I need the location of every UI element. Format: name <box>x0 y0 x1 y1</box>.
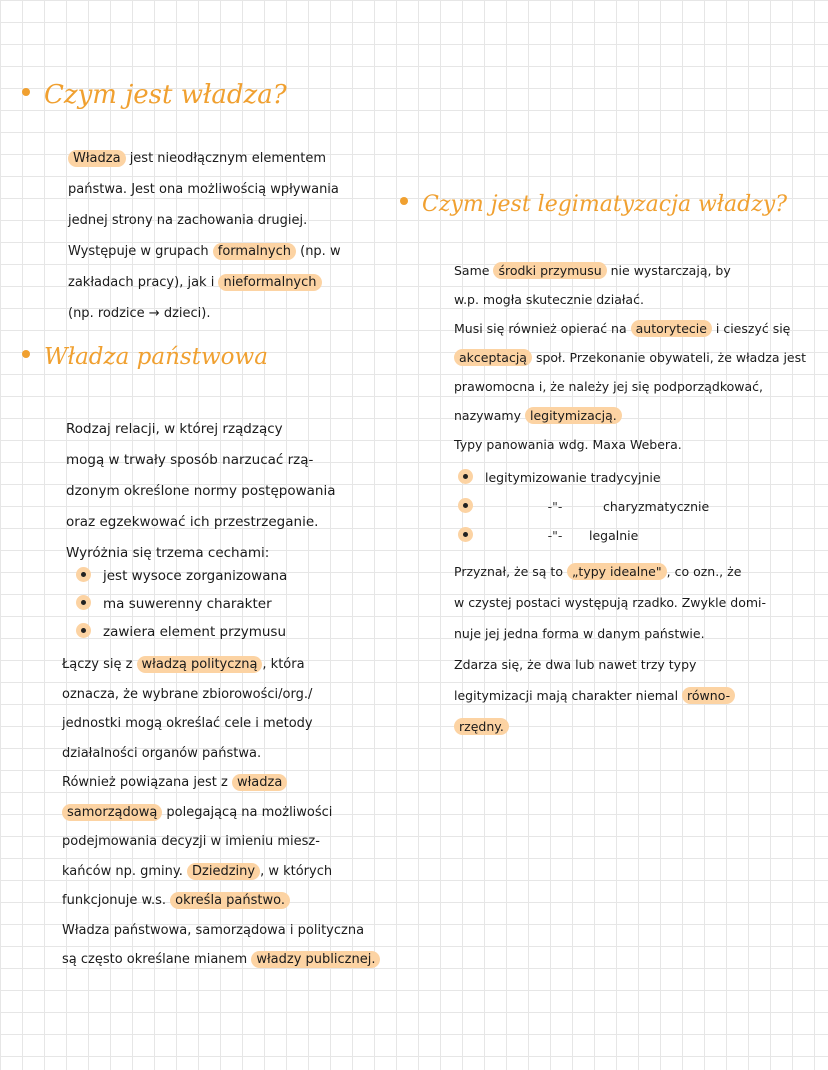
text: oraz egzekwować ich przestrzeganie. <box>66 514 319 530</box>
highlighted-term: władzy publicznej. <box>251 951 380 968</box>
type-text: charyzmatycznie <box>603 499 710 514</box>
section2-features <box>76 562 287 646</box>
section2-line <box>62 798 380 828</box>
text: polegającą na możliwości <box>162 804 333 820</box>
ditto-mark: -"- <box>547 499 563 514</box>
text: , co ozn., że <box>666 564 742 579</box>
text: nuje jej jedna forma w danym państwie. <box>454 626 705 641</box>
section3-line <box>454 343 806 372</box>
section3-line <box>454 587 766 618</box>
section2-line <box>62 857 380 887</box>
section2-line <box>62 945 380 975</box>
section2-text-bottom <box>62 650 380 975</box>
text: (np. rodzice → dzieci). <box>68 306 211 321</box>
dot-bullet-icon <box>76 623 91 638</box>
type-text: legalnie <box>589 528 639 543</box>
text: Przyznał, że są to <box>454 564 567 579</box>
text: i cieszyć się <box>711 321 791 336</box>
text: państwa. Jest ona możliwością wpływania <box>68 182 339 197</box>
heading-text: Władza państwowa <box>44 344 268 370</box>
highlighted-term: rzędny. <box>454 718 509 735</box>
highlighted-term: władzą polityczną <box>137 656 263 673</box>
text: podejmowania decyzji w imieniu miesz- <box>62 834 320 849</box>
section2-line <box>62 680 380 710</box>
heading-legitymizacja <box>400 192 787 217</box>
section2-line <box>62 886 380 916</box>
text: Łączy się z <box>62 657 137 672</box>
section3-line <box>454 649 766 680</box>
heading-wladza-panstwowa <box>22 344 268 370</box>
text: jest nieodłącznym elementem <box>125 151 326 166</box>
type-item <box>458 521 709 550</box>
text: działalności organów państwa. <box>62 745 262 761</box>
section2-line <box>62 709 380 739</box>
text: nie wystarczają, by <box>606 263 731 278</box>
text: , która <box>262 657 305 672</box>
orange-bullet-icon <box>22 88 30 96</box>
highlighted-term: legitymizacją. <box>525 407 622 424</box>
section3-line <box>454 256 806 285</box>
text: nazywamy <box>454 408 525 423</box>
highlighted-term: Władza <box>68 150 126 167</box>
highlighted-term: akceptacją <box>454 349 532 366</box>
text: , w których <box>260 863 333 879</box>
feature-text: zawiera element przymusu <box>103 624 287 640</box>
text: mogą w trwały sposób narzucać rzą- <box>66 452 314 468</box>
text: Rodzaj relacji, w której rządzący <box>66 421 283 437</box>
text: zakładach pracy), jak i <box>68 275 219 290</box>
type-text: legitymizowanie tradycyjnie <box>485 470 661 485</box>
text: Zdarza się, że dwa lub nawet trzy typy <box>454 657 697 672</box>
section3-line <box>454 556 766 587</box>
dot-bullet-icon <box>458 527 473 542</box>
text: prawomocna i, że należy jej się podporządkować, <box>454 379 764 394</box>
section2-line <box>66 445 335 476</box>
text: oznacza, że wybrane zbiorowości/org./ <box>62 686 313 702</box>
section3-types <box>458 463 709 550</box>
type-item <box>458 492 709 521</box>
highlighted-term: władza <box>232 774 287 791</box>
highlighted-term: środki przymusu <box>493 262 606 279</box>
dot-bullet-icon <box>458 498 473 513</box>
text: Również powiązana jest z <box>62 775 232 790</box>
section3-text-bottom <box>454 556 766 742</box>
section3-line <box>454 680 766 711</box>
dot-bullet-icon <box>458 469 473 484</box>
section1-line <box>68 236 341 267</box>
text: w czystej postaci występują rzadko. Zwykle domi- <box>454 595 767 610</box>
section1-text <box>68 143 341 329</box>
heading-text: Czym jest władza? <box>44 80 287 110</box>
section2-line <box>62 739 380 769</box>
text: Same <box>454 263 494 278</box>
section3-text-top <box>454 256 806 459</box>
section2-line <box>62 916 380 946</box>
text: Musi się również opierać na <box>454 321 631 336</box>
section2-line <box>66 507 335 538</box>
section2-line <box>66 414 335 445</box>
feature-item <box>76 590 287 618</box>
feature-item <box>76 618 287 646</box>
section3-line <box>454 711 766 742</box>
heading-text: Czym jest legimatyzacja władzy? <box>422 192 788 217</box>
feature-text: ma suwerenny charakter <box>103 596 272 612</box>
text: funkcjonuje w.s. <box>62 893 171 908</box>
orange-bullet-icon <box>400 197 408 205</box>
section2-line <box>62 768 380 798</box>
text: dzonym określone normy postępowania <box>66 483 336 499</box>
section1-line <box>68 298 341 329</box>
text: jednostki mogą określać cele i metody <box>62 716 313 731</box>
section1-line <box>68 267 341 298</box>
text: Wyróżnia się trzema cechami: <box>66 545 270 561</box>
section2-text-top <box>66 414 335 569</box>
highlighted-term: autorytecie <box>631 320 712 337</box>
section3-line <box>454 285 806 314</box>
text: w.p. mogła skutecznie działać. <box>454 292 644 307</box>
section2-line <box>62 650 380 680</box>
text: Typy panowania wdg. Maxa Webera. <box>454 437 682 452</box>
section3-line <box>454 401 806 430</box>
highlighted-term: nieformalnych <box>218 274 321 291</box>
section2-line <box>62 827 380 857</box>
section2-line <box>66 476 335 507</box>
dot-bullet-icon <box>76 595 91 610</box>
highlighted-term: formalnych <box>213 243 296 260</box>
orange-bullet-icon <box>22 350 30 358</box>
text: (np. w <box>295 244 341 259</box>
text: Władza państwowa, samorządowa i polityczna <box>62 922 365 938</box>
section3-line <box>454 618 766 649</box>
text: społ. Przekonanie obywateli, że władza jest <box>531 350 807 365</box>
section3-line <box>454 314 806 343</box>
text: kańców np. gminy. <box>62 863 187 879</box>
section3-line <box>454 430 806 459</box>
section1-line <box>68 174 341 205</box>
section3-line <box>454 372 806 401</box>
dot-bullet-icon <box>76 567 91 582</box>
text: legitymizacji mają charakter niemal <box>454 688 683 703</box>
section1-line <box>68 143 341 174</box>
ditto-mark: -"- <box>547 528 563 543</box>
feature-text: jest wysoce zorganizowana <box>103 568 288 584</box>
heading-czym-jest-wladza <box>22 80 287 110</box>
text: są często określane mianem <box>62 952 252 967</box>
feature-item <box>76 562 287 590</box>
highlighted-term: samorządową <box>62 804 162 821</box>
highlighted-term: „typy idealne" <box>567 563 667 580</box>
type-item <box>458 463 709 492</box>
text: jednej strony na zachowania drugiej. <box>68 213 308 228</box>
highlighted-term: określa państwo. <box>170 892 290 909</box>
highlighted-term: równo- <box>682 687 735 704</box>
text: Występuje w grupach <box>68 244 213 259</box>
highlighted-term: Dziedziny <box>187 863 260 880</box>
section1-line <box>68 205 341 236</box>
